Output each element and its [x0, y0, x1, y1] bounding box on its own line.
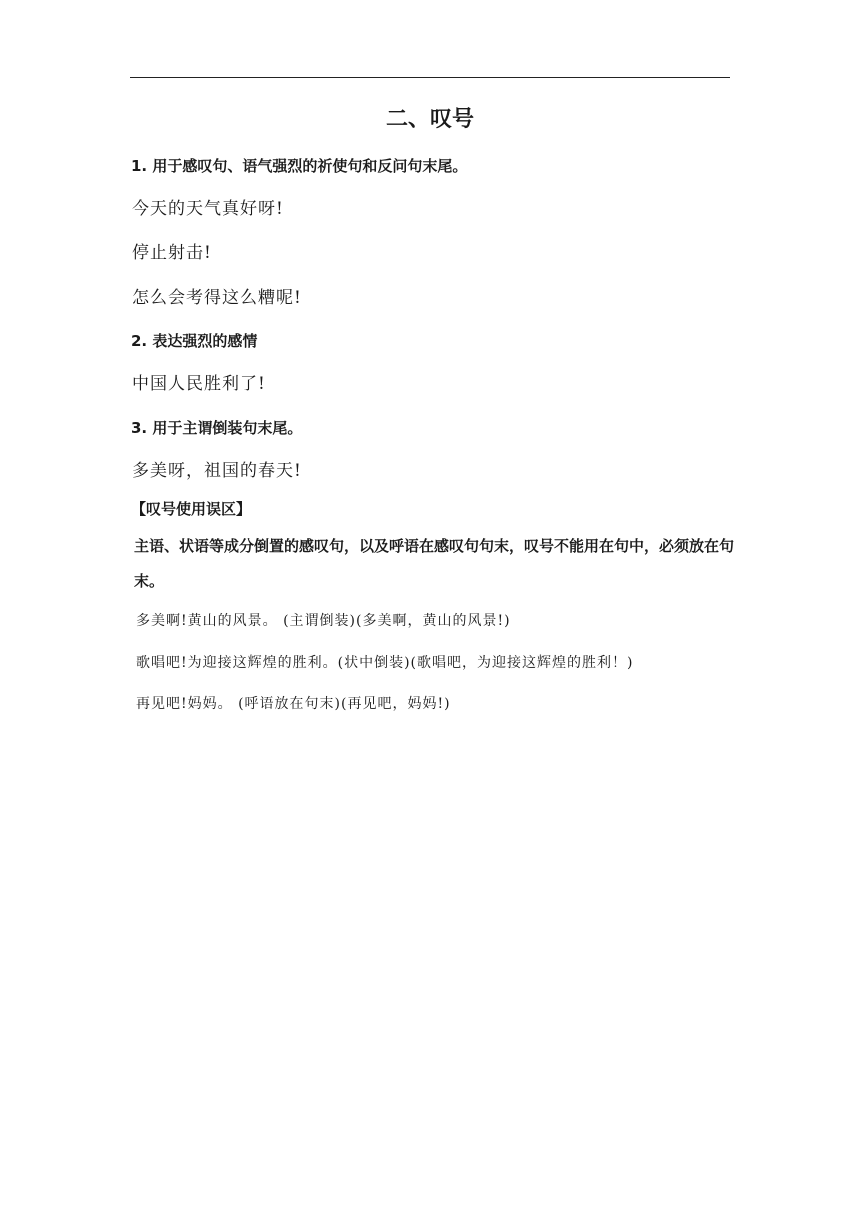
header-rule [130, 77, 730, 78]
pitfall-example-3: 再见吧!妈妈。 (呼语放在句末)(再见吧，妈妈!) [136, 696, 451, 712]
pitfalls-explanation: 主语、状语等成分倒置的感叹句，以及呼语在感叹句句末，叹号不能用在句中，必须放在句末。 [134, 537, 735, 590]
pitfall-example-1: 多美啊!黄山的风景。 (主谓倒装)(多美啊，黄山的风景!) [136, 613, 511, 629]
rule-3-example-1: 多美呀，祖国的春天! [132, 461, 302, 481]
rule-1-example-2: 停止射击! [132, 243, 212, 263]
rule-1-example-1: 今天的天气真好呀! [132, 199, 284, 219]
section-title: 二、叹号 [385, 107, 474, 132]
rule-1-example-3: 怎么会考得这么糟呢! [132, 288, 302, 308]
rule-2-heading: 2. 表达强烈的感情 [131, 332, 258, 350]
rule-1-heading: 1. 用于感叹句、语气强烈的祈使句和反问句末尾。 [131, 157, 468, 175]
pitfalls-title: 【叹号使用误区】 [131, 500, 252, 518]
rule-2-example-1: 中国人民胜利了! [132, 374, 266, 394]
pitfall-example-2: 歌唱吧!为迎接这辉煌的胜利。(状中倒装)(歌唱吧，为迎接这辉煌的胜利！) [136, 655, 634, 671]
rule-3-heading: 3. 用于主谓倒装句末尾。 [131, 419, 303, 437]
